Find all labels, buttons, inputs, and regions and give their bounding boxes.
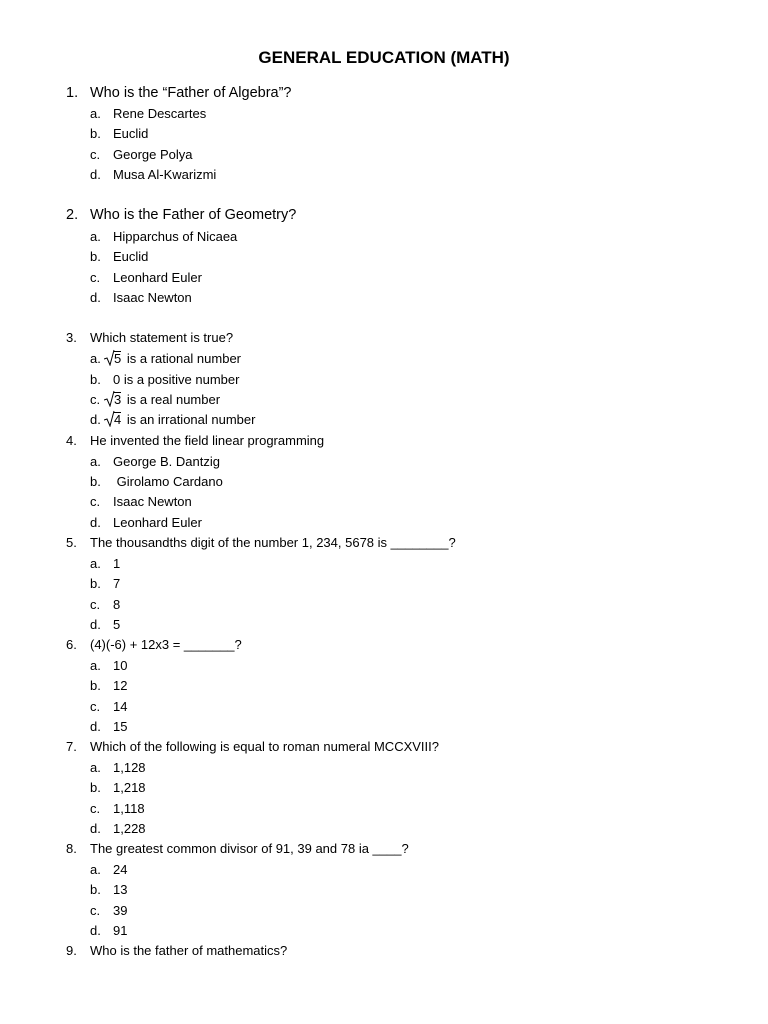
option-text: 8 (113, 597, 121, 612)
option-text: 12 (113, 678, 128, 693)
radicand: 4 (114, 412, 122, 427)
option-text: 10 (113, 658, 128, 673)
option-text: Leonhard Euler (113, 270, 202, 285)
option-text (104, 392, 220, 407)
radicand: 3 (114, 392, 122, 407)
option-text: 15 (113, 719, 128, 734)
question-text: The greatest common divisor of 91, 39 and 78 ia ____? (90, 841, 409, 856)
option-letter: c. (90, 270, 101, 285)
question-number: 7. (66, 739, 77, 754)
statement-text: is a real number (123, 392, 221, 407)
option-text (104, 351, 241, 366)
option-letter: b. (90, 474, 101, 489)
option-letter: c. (90, 903, 101, 918)
option-text: Girolamo Cardano (113, 474, 223, 489)
question-number: 6. (66, 637, 77, 652)
option-letter: d. (90, 923, 101, 938)
option-letter: b. (90, 249, 101, 264)
option-letter: d. (90, 821, 101, 836)
option-letter: b. (90, 372, 101, 387)
question-number: 2. (66, 207, 79, 223)
option-letter: a. (90, 454, 101, 469)
option-letter: d. (90, 412, 101, 427)
statement-text: is a rational number (123, 351, 242, 366)
option-text: Hipparchus of Nicaea (113, 229, 238, 244)
option-letter: a. (90, 106, 101, 121)
option-letter: b. (90, 780, 101, 795)
option-letter: d. (90, 290, 101, 305)
option-letter: c. (90, 494, 101, 509)
option-letter: b. (90, 576, 101, 591)
question-text: Which of the following is equal to roman numeral MCCXVIII? (90, 739, 439, 754)
option-letter: b. (90, 126, 101, 141)
option-text: George B. Dantzig (113, 454, 220, 469)
option-text: 1,128 (113, 760, 146, 775)
option-letter: d. (90, 719, 101, 734)
option-text: Leonhard Euler (113, 515, 202, 530)
question-number: 5. (66, 535, 77, 550)
option-letter: d. (90, 515, 101, 530)
question-number: 4. (66, 433, 77, 448)
option-text: Rene Descartes (113, 106, 207, 121)
question-text: (4)(-6) + 12x3 = _______? (90, 637, 242, 652)
question-number: 8. (66, 841, 77, 856)
option-text: 0 is a positive number (113, 372, 240, 387)
option-text: 91 (113, 923, 128, 938)
option-letter: a. (90, 760, 101, 775)
question-number: 1. (66, 85, 79, 101)
option-letter: a. (90, 229, 101, 244)
option-letter: c. (90, 801, 101, 816)
question-text: The thousandths digit of the number 1, 234, 5678 is ________? (90, 535, 456, 550)
square-root-symbol (104, 351, 121, 366)
question-text: Who is the “Father of Algebra”? (90, 85, 292, 101)
option-text: 1 (113, 556, 121, 571)
option-letter: c. (90, 699, 101, 714)
option-letter: a. (90, 351, 101, 366)
question-text: Who is the father of mathematics? (90, 943, 288, 958)
question-text: Who is the Father of Geometry? (90, 207, 297, 223)
option-text (104, 412, 255, 427)
radicand: 5 (114, 351, 122, 366)
option-letter: b. (90, 678, 101, 693)
option-letter: c. (90, 147, 101, 162)
square-root-symbol (104, 392, 121, 407)
option-text: 5 (113, 617, 121, 632)
option-letter: a. (90, 556, 101, 571)
option-letter: d. (90, 617, 101, 632)
option-letter: d. (90, 167, 101, 182)
option-text: 13 (113, 882, 128, 897)
square-root-symbol (104, 412, 121, 427)
option-text: Isaac Newton (113, 494, 192, 509)
option-text: Euclid (113, 249, 149, 264)
question-number: 3. (66, 330, 77, 345)
page-title: GENERAL EDUCATION (MATH) (258, 48, 510, 67)
option-text: 14 (113, 699, 128, 714)
option-letter: c. (90, 392, 101, 407)
option-text: 1,218 (113, 780, 146, 795)
question-text: He invented the field linear programming (90, 433, 325, 448)
option-letter: c. (90, 597, 101, 612)
option-letter: a. (90, 862, 101, 877)
option-text: 24 (113, 862, 128, 877)
option-text: Euclid (113, 126, 149, 141)
option-text: Isaac Newton (113, 290, 192, 305)
option-letter: a. (90, 658, 101, 673)
option-letter: b. (90, 882, 101, 897)
option-text: George Polya (113, 147, 193, 162)
option-text: 1,118 (113, 801, 145, 816)
option-text: 39 (113, 903, 128, 918)
statement-text: is an irrational number (123, 412, 256, 427)
question-number: 9. (66, 943, 77, 958)
question-text: Which statement is true? (90, 330, 234, 345)
option-text: Musa Al-Kwarizmi (113, 167, 217, 182)
option-text: 7 (113, 576, 121, 591)
option-text: 1,228 (113, 821, 146, 836)
